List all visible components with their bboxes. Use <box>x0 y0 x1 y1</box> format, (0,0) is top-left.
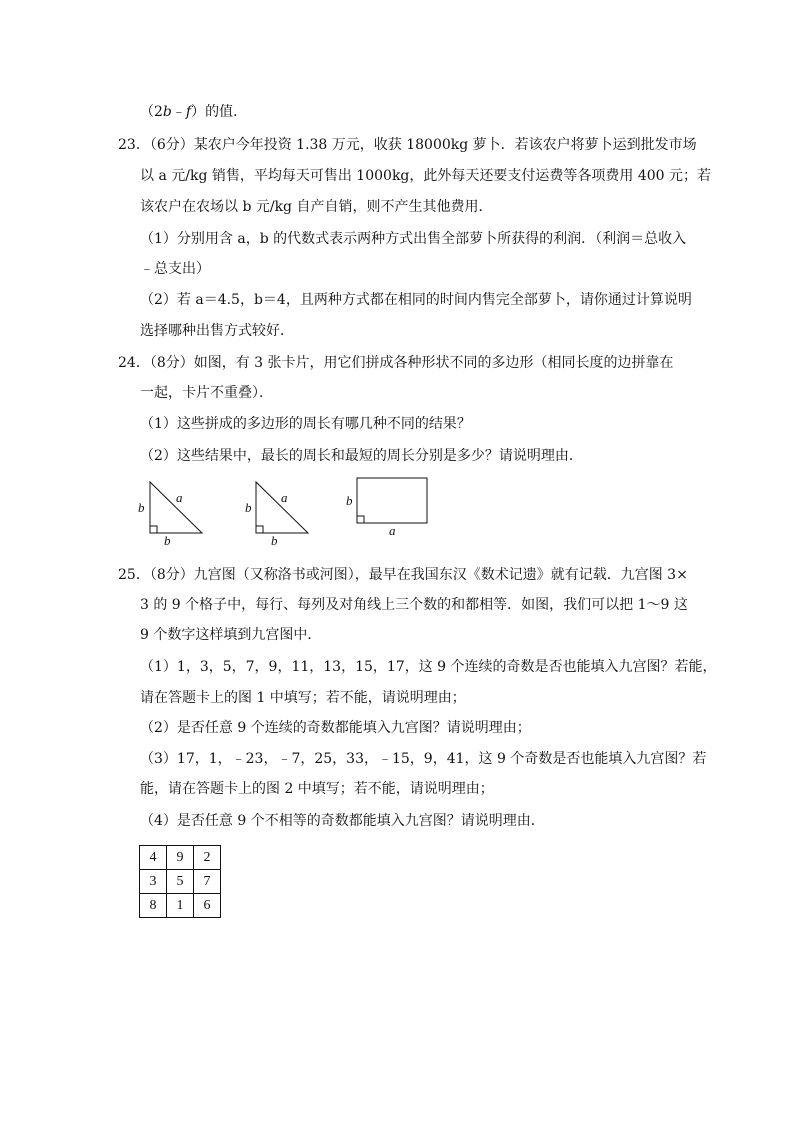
rectangle-card <box>357 478 427 523</box>
rectangle-label-b: b <box>346 493 353 508</box>
triangle-2-label-b-bottom: b <box>271 533 278 548</box>
q25-line-1: 25．（8分）九宫图（又称洛书或河图），最早在我国东汉《数术记遗》就有记载．九宫图 3× <box>118 567 688 583</box>
magic-square-grid <box>139 845 221 918</box>
q25-sub2: （2）是否任意 9 个连续的奇数都能填入九宫图？请说明理由； <box>140 720 531 736</box>
grid-row <box>140 894 221 918</box>
q23-sub1-line-2: ﹣总支出） <box>140 261 210 277</box>
rectangle-label-a: a <box>389 523 396 538</box>
q25-sub3-line-1: （3）17，1，﹣23，﹣7，25，33，﹣15，9，41，这 9 个奇数是否也能填入九宫图？若 <box>140 751 707 767</box>
q23-line-1: 23．（6分）某农户今年投资 1.38 万元，收获 18000kg 萝卜．若该农户将萝卜运到批发市场 <box>118 137 697 153</box>
q24-sub1: （1）这些拼成的多边形的周长有哪几种不同的结果？ <box>140 416 471 432</box>
q25-line-3: 9 个数字这样填到九宫图中． <box>140 627 322 643</box>
var-f: f <box>185 104 192 120</box>
triangle-card-2 <box>256 482 308 533</box>
text-fragment: ）的值． <box>191 104 248 120</box>
q24-line-2: 一起，卡片不重叠）． <box>140 385 273 401</box>
q25-sub4: （4）是否任意 9 个不相等的奇数都能填入九宫图？请说明理由． <box>140 813 545 829</box>
text-fragment: ﹣ <box>171 104 186 120</box>
grid-cell: 8 <box>140 894 167 918</box>
q23-line-3: 该农户在农场以 b 元/kg 自产自销，则不产生其他费用． <box>140 199 493 215</box>
q23-line-2: 以 a 元/kg 销售，平均每天可售出 1000kg，此外每天还要支付运费等各项费用 400 元；若 <box>140 168 712 184</box>
triangle-1-label-a: a <box>176 490 183 505</box>
q23-sub1-line-1: （1）分别用含 a，b 的代数式表示两种方式出售全部萝卜所获得的利润．（利润＝总收入 <box>140 231 687 247</box>
var-b: b <box>162 104 172 120</box>
grid-cell: 7 <box>194 870 221 894</box>
grid-cell: 5 <box>167 870 194 894</box>
q25-sub1-line-2: 请在答题卡上的图 1 中填写；若不能，请说明理由； <box>140 690 466 706</box>
q25-line-2: 3 的 9 个格子中，每行、每列及对角线上三个数的和都相等．如图，我们可以把 1～9 这 <box>140 597 688 613</box>
triangle-card-1 <box>150 482 202 533</box>
grid-cell: 1 <box>167 894 194 918</box>
q23-sub2-line-2: 选择哪种出售方式较好． <box>140 323 294 339</box>
q25-sub1-line-1: （1）1，3，5，7，9，11，13，15，17，这 9 个连续的奇数是否也能填入九宫图？若能， <box>140 659 717 675</box>
grid-row <box>140 846 221 870</box>
grid-cell: 2 <box>194 846 221 870</box>
q25-sub3-line-2: 能，请在答题卡上的图 2 中填写；若不能，请说明理由； <box>140 781 494 797</box>
continuation-line <box>140 102 247 122</box>
grid-cell: 3 <box>140 870 167 894</box>
triangle-1-label-b-bottom: b <box>164 533 171 548</box>
grid-row <box>140 870 221 894</box>
triangle-2-label-b-left: b <box>245 500 252 515</box>
grid-cell: 4 <box>140 846 167 870</box>
q23-sub2-line-1: （2）若 a＝4.5，b＝4，且两种方式都在相同的时间内售完全部萝卜，请你通过计算说明 <box>140 292 692 308</box>
grid-cell: 9 <box>167 846 194 870</box>
q24-line-1: 24．（8分）如图，有 3 张卡片，用它们拼成各种形状不同的多边形（相同长度的边拼靠在 <box>118 355 674 371</box>
text-fragment: （2 <box>140 104 163 120</box>
triangle-2-label-a: a <box>281 490 288 505</box>
q24-sub2: （2）这些结果中，最长的周长和最短的周长分别是多少？请说明理由． <box>140 448 583 464</box>
grid-cell: 6 <box>194 894 221 918</box>
triangle-1-label-b-left: b <box>138 500 145 515</box>
